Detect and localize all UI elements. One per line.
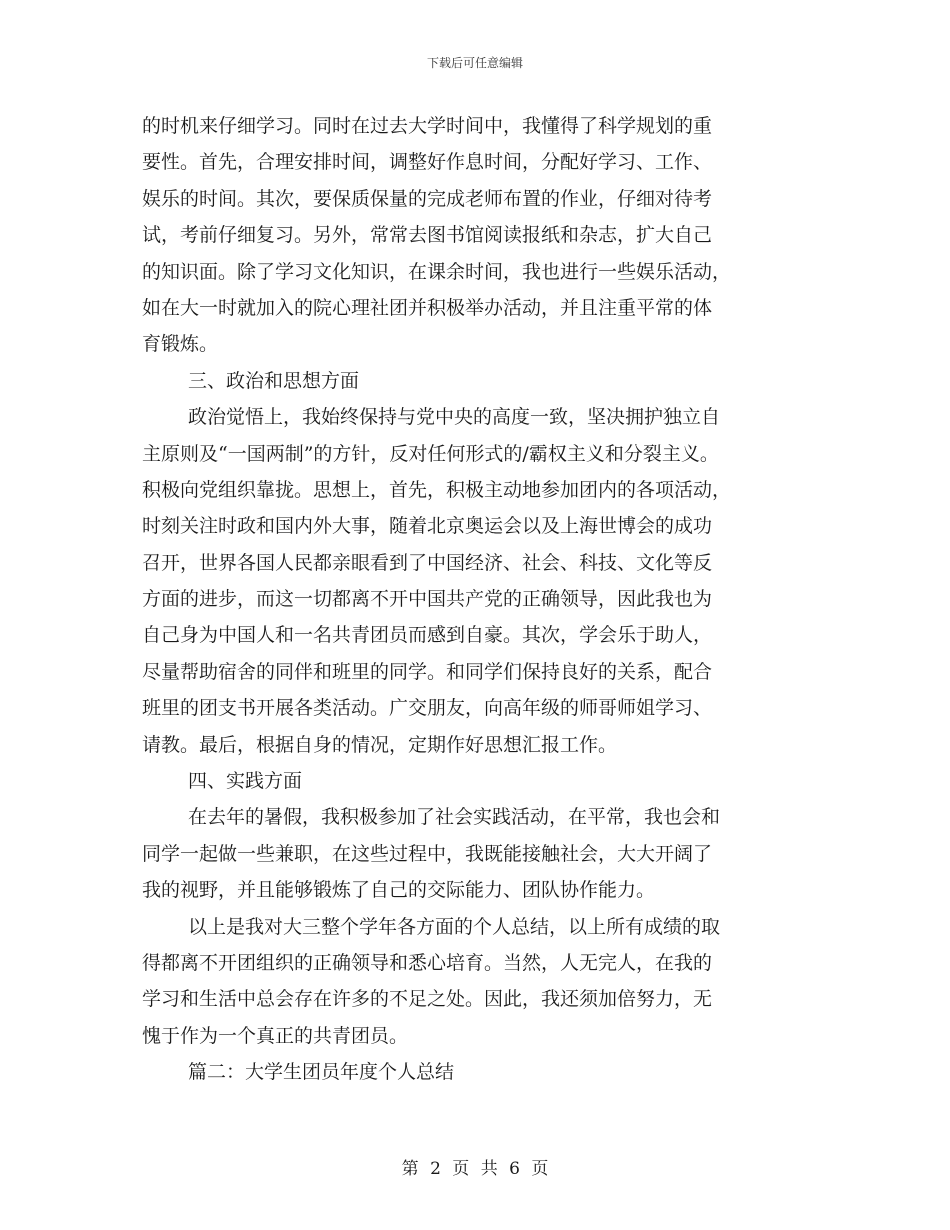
text-line: 班里的团支书开展各类活动。广交朋友，向高年级的师哥师姐学习、 xyxy=(142,697,713,720)
page-footer: 第 2 页 共 6 页 xyxy=(401,1159,549,1179)
text-line: 试，考前仔细复习。另外，常常去图书馆阅读报纸和杂志，扩大自己 xyxy=(142,224,713,247)
text-line: 政治觉悟上，我始终保持与党中央的高度一致，坚决拥护独立自 xyxy=(188,406,721,429)
text-line: 以上是我对大三整个学年各方面的个人总结，以上所有成绩的取 xyxy=(188,915,721,938)
section-heading: 四、实践方面 xyxy=(188,770,303,793)
text-line: 如在大一时就加入的院心理社团并积极举办活动，并且注重平常的体 xyxy=(142,296,713,319)
text-line: 娱乐的时间。其次，要保质保量的完成老师布置的作业，仔细对待考 xyxy=(142,187,713,210)
page-header: 下载后可任意编辑 xyxy=(426,56,523,70)
text-line: 时刻关注时政和国内外大事，随着北京奥运会以及上海世博会的成功 xyxy=(142,515,713,538)
text-line: 同学一起做一些兼职，在这些过程中，我既能接触社会，大大开阔了 xyxy=(142,842,713,865)
text-line: 育锻炼。 xyxy=(142,333,219,356)
section-heading: 篇二：大学生团员年度个人总结 xyxy=(188,1061,455,1084)
document-body xyxy=(142,108,822,1091)
text-line: 在去年的暑假，我积极参加了社会实践活动，在平常，我也会和 xyxy=(188,806,721,829)
text-line: 尽量帮助宿舍的同伴和班里的同学。和同学们保持良好的关系，配合 xyxy=(142,660,713,683)
text-line: 学习和生活中总会存在许多的不足之处。因此，我还须加倍努力，无 xyxy=(142,988,713,1011)
text-line: 请教。最后，根据自身的情况，定期作好思想汇报工作。 xyxy=(142,733,618,756)
text-line: 要性。首先，合理安排时间，调整好作息时间，分配好学习、工作、 xyxy=(142,151,713,174)
text-line: 积极向党组织靠拢。思想上，首先，积极主动地参加团内的各项活动， xyxy=(142,478,732,501)
text-line: 我的视野，并且能够锻炼了自己的交际能力、团队协作能力。 xyxy=(142,879,656,902)
text-line: 自己身为中国人和一名共青团员而感到自豪。其次，学会乐于助人， xyxy=(142,624,713,647)
text-line: 主原则及“一国两制”的方针，反对任何形式的/霸权主义和分裂主义。 xyxy=(142,442,719,465)
text-line: 方面的进步，而这一切都离不开中国共产党的正确领导，因此我也为 xyxy=(142,588,713,611)
text-line: 得都离不开团组织的正确领导和悉心培育。当然，人无完人，在我的 xyxy=(142,951,713,974)
text-line: 的知识面。除了学习文化知识，在课余时间，我也进行一些娱乐活动， xyxy=(142,260,732,283)
section-heading: 三、政治和思想方面 xyxy=(188,369,360,392)
text-line: 召开，世界各国人民都亲眼看到了中国经济、社会、科技、文化等反 xyxy=(142,551,713,574)
text-line: 的时机来仔细学习。同时在过去大学时间中，我懂得了科学规划的重 xyxy=(142,115,713,137)
text-line: 愧于作为一个真正的共青团员。 xyxy=(142,1024,409,1047)
